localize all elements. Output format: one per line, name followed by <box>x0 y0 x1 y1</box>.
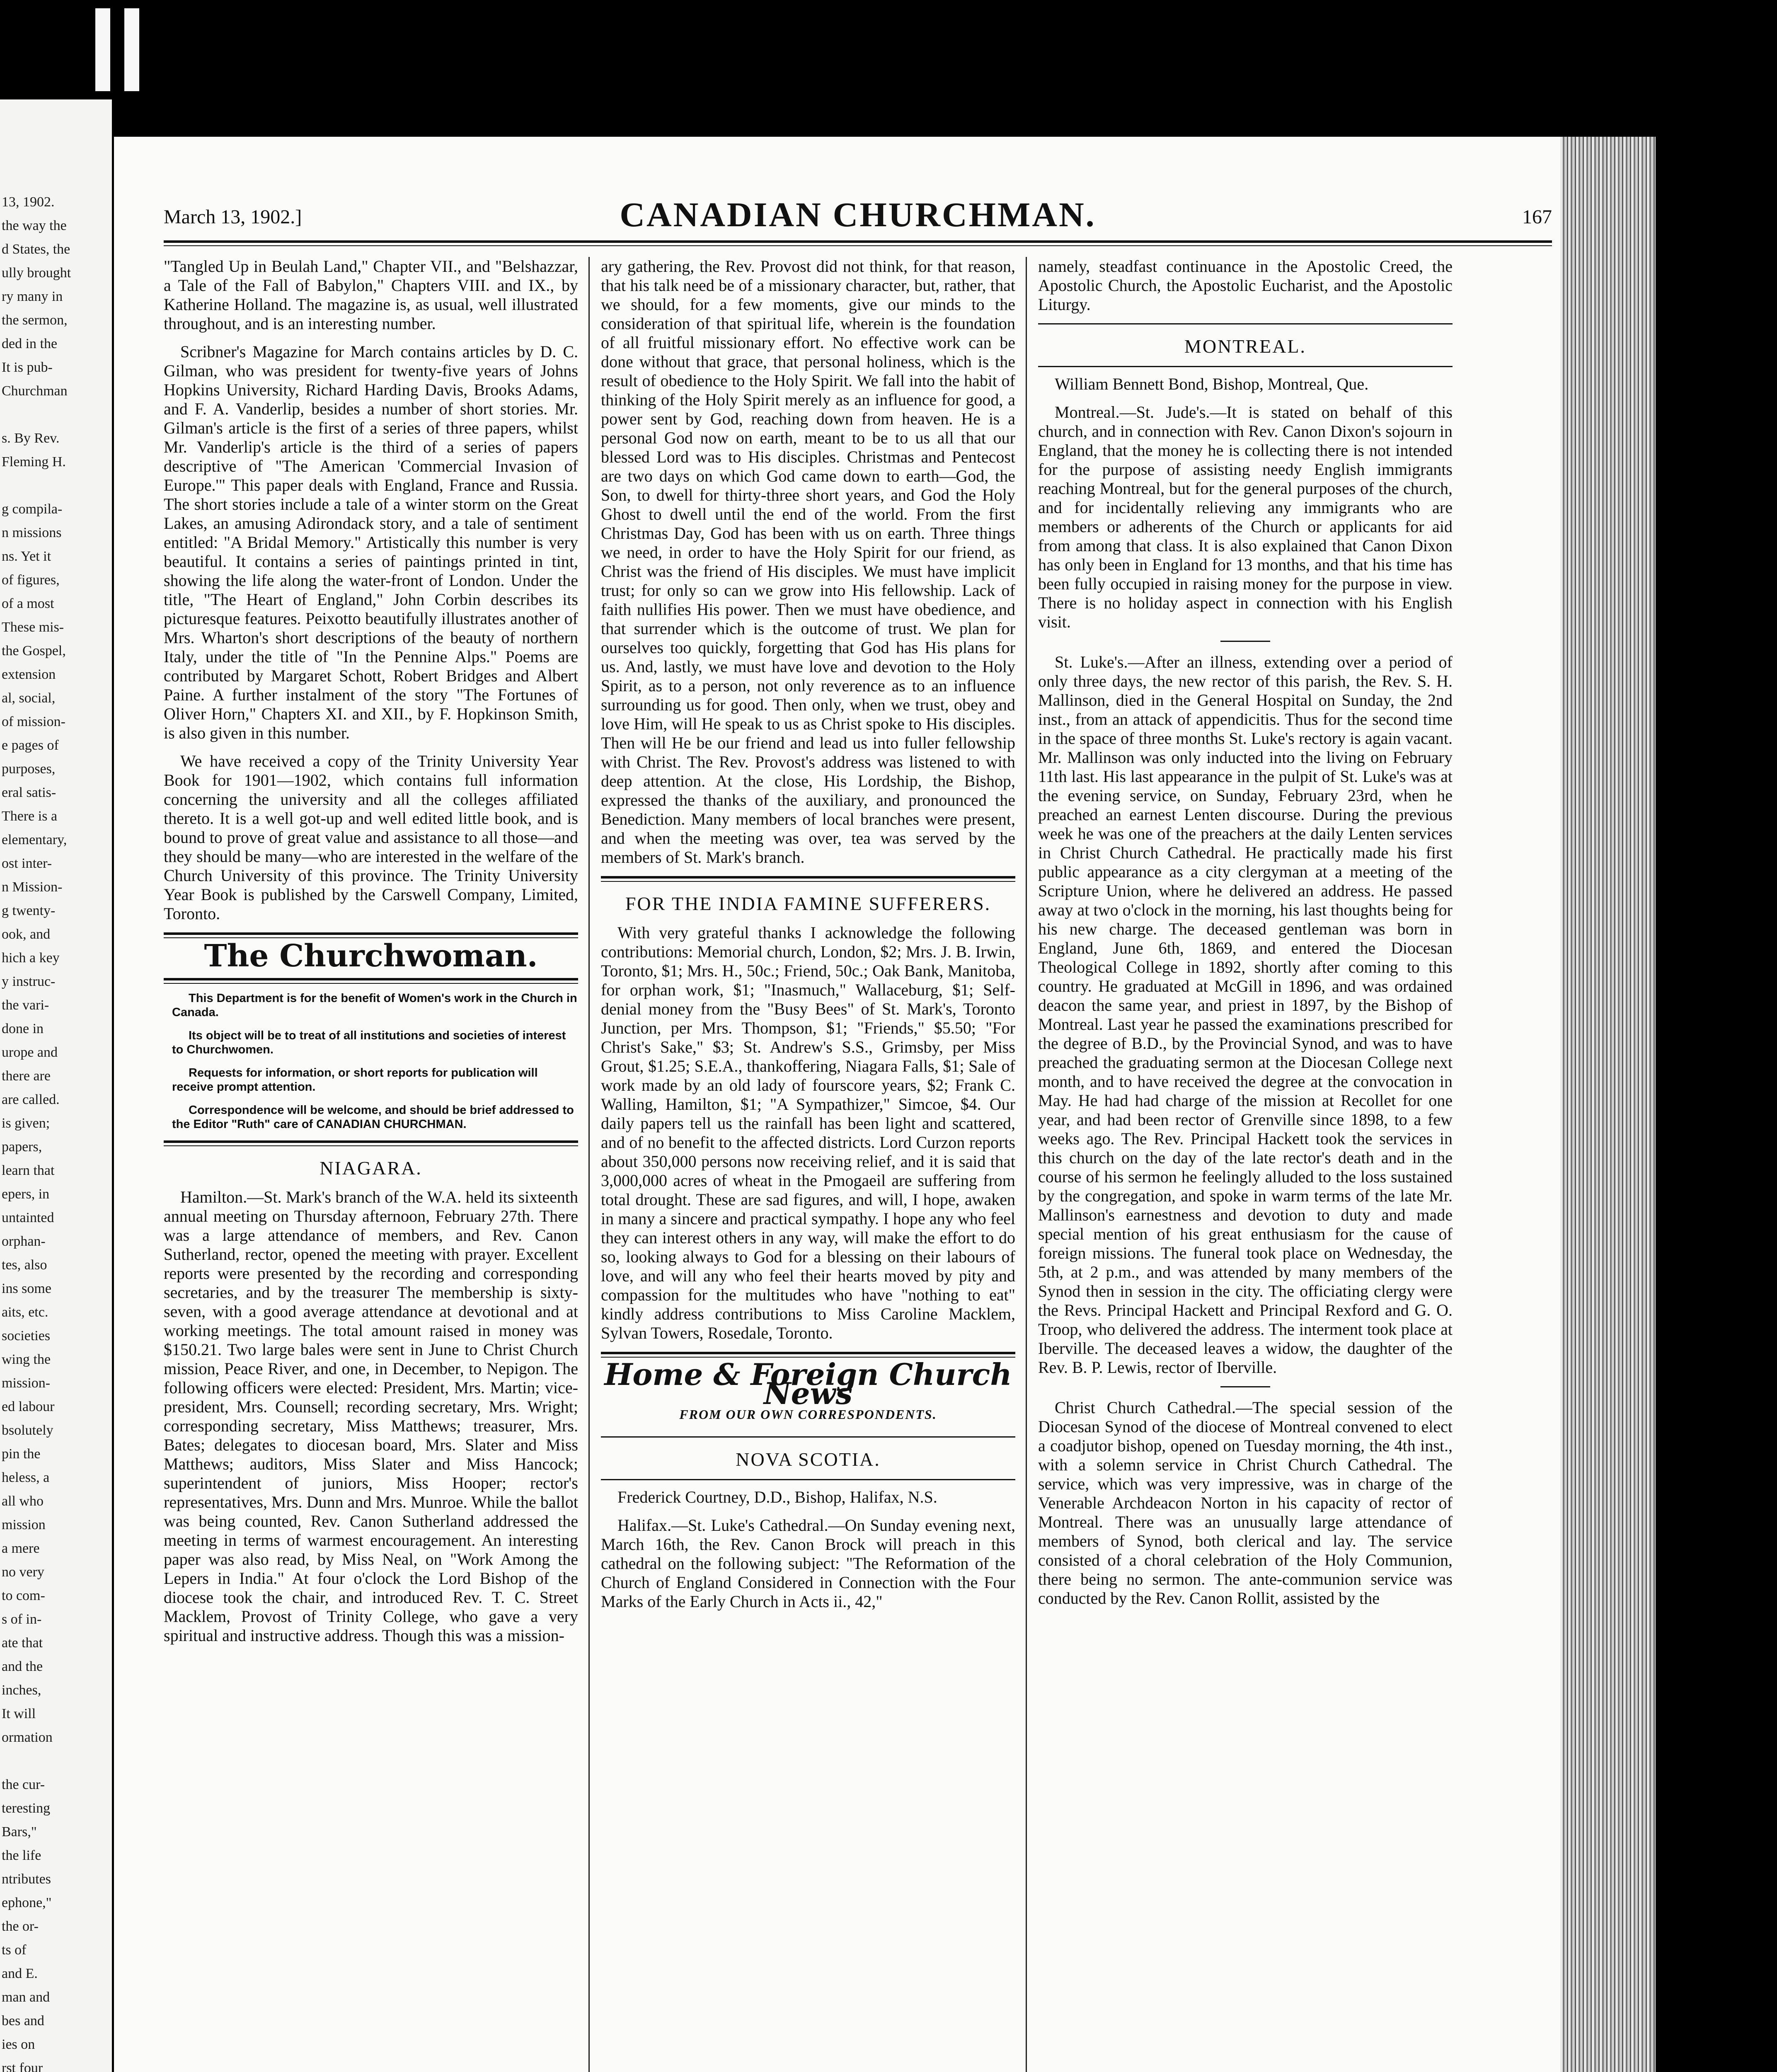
page-header <box>164 195 1552 232</box>
diocese-dateline: Frederick Courtney, D.D., Bishop, Halifax, N.S. <box>617 1488 937 1506</box>
left-page-line: ies on <box>2 2037 35 2052</box>
left-page-line: It is pub- <box>2 360 53 375</box>
left-page-line: purposes, <box>2 761 56 777</box>
left-page-line: orphan- <box>2 1234 46 1249</box>
left-page-line: ins some <box>2 1281 51 1296</box>
left-page-line: societies <box>2 1328 51 1343</box>
binding-bar-top-1 <box>95 8 110 91</box>
left-page-line: the life <box>2 1848 41 1863</box>
left-page-line: tes, also <box>2 1257 47 1273</box>
left-page-line: al, social, <box>2 690 56 706</box>
section-rule <box>164 978 578 984</box>
section-heading-nova-scotia: NOVA SCOTIA. <box>736 1449 881 1470</box>
section-rule <box>1038 366 1453 367</box>
left-page-line: Fleming H. <box>2 454 66 470</box>
left-page-line: g compila- <box>2 501 63 517</box>
left-page-line: there are <box>2 1068 51 1084</box>
left-page-line: a mere <box>2 1541 40 1556</box>
left-page-line: to com- <box>2 1588 45 1603</box>
section-heading-niagara: NIAGARA. <box>320 1157 422 1179</box>
left-page-line: g twenty- <box>2 903 56 918</box>
paragraph: With very grateful thanks I acknowledge the following contributions: Memorial church, London, $2; Mrs. J. B. Irwin, Toronto, $1; Mrs. H., 50c.; Friend, 50c.; Oak Bank, Manitoba, for orphan work, $1; "Inasmuch," Wallaceburg, $1; Self-denial money from the "Busy Bees" of St. Mark's, Toronto Junction, per Mrs. Thompson, $1; "Friends," $5.50; "For Christ's Sake," $3; St. Andrew's S.S., Grimsby, per Miss Grout, $1.25; S.E.A., thankoffering, Niagara Falls, $1; Sale of work made by an old lady of fourscore years, $2; Frank C. Walling, Hamilton, $1; "A Sympathizer," Simcoe, $4. Our daily papers tell us the rainfall has been light and scattered, and of no benefit to the affected districts. Lord Curzon reports about 350,000 persons now receiving relief, and it is said that 3,000,000 acres of wheat in the Pmogaeil are suffering from total drought. These are sad figures, and will, I hope, awaken in many a sincere and practical sympathy. I hope any who feel they can interest others in any way, will make the effort to do so, looking always to God for a blessing on their labours of love, and will any who feel their hearts moved by pity and compassion for the multitudes who have "nothing to eat" kindly address contributions to Miss Caroline Macklem, Sylvan Towers, Rosedale, Toronto. <box>601 923 1015 1342</box>
left-page-line: These mis- <box>2 620 64 635</box>
left-page-line: ntributes <box>2 1871 51 1887</box>
diocese-dateline: William Bennett Bond, Bishop, Montreal, Que. <box>1055 375 1369 393</box>
section-rule <box>164 932 578 938</box>
left-page-line: Churchman <box>2 383 68 399</box>
left-page-line: rst four <box>2 2060 43 2072</box>
left-page-line: bes and <box>2 2013 44 2028</box>
left-page-line: n missions <box>2 525 62 540</box>
paragraph: "Tangled Up in Beulah Land," Chapter VII., and "Belshazzar, a Tale of the Fall of Babylon," Chapters VIII. and IX., by Katherine Holland. The magazine is, as usual, well illustrated throughout, and is an interesting number. <box>164 257 578 333</box>
left-page-line: e pages of <box>2 738 59 753</box>
left-page-line: the sermon, <box>2 312 68 328</box>
left-page-line: heless, a <box>2 1470 50 1485</box>
left-page-line: ormation <box>2 1730 53 1745</box>
department-title: The Churchwoman. <box>204 938 538 974</box>
left-page-line: mission- <box>2 1375 51 1391</box>
left-page-line: d States, the <box>2 242 70 257</box>
left-page-line: the way the <box>2 218 67 233</box>
paragraph: Scribner's Magazine for March contains articles by D. C. Gilman, who was president for twenty-five years of Johns Hopkins University, Richard Harding Davis, Brooks Adams, and F. A. Vanderlip, besides a number of short stories. Mr. Gilman's article is the first of a series of three papers, whilst Mr. Vanderlip's article is the third of a series of papers descriptive of "The American 'Commercial Invasion of Europe.'" This paper deals with England, France and Russia. The short stories include a tale of a winter storm on the Great Lakes, an amusing Adirondack story, and a tale of sentiment entitled: "A Bridal Memory." Artistically this number is very beautiful. It contains a series of paintings printed in tint, showing the life along the water-front of London. Under the title, "The Heart of England," John Corbin describes its picturesque features. Peixotto beautifully illustrates another of Mrs. Wharton's short descriptions of the beauty of northern Italy, under the title of "In the Pennine Alps." Poems are contributed by Margaret Schott, Robert Bridges and Albert Paine. A further instalment of the story "The Fortunes of Oliver Horn," Chapters XI. and XII., by F. Hopkinson Smith, is also given in this number. <box>164 342 578 742</box>
left-page-line: ts of <box>2 1942 27 1958</box>
section-heading-montreal: MONTREAL. <box>1184 336 1307 357</box>
left-page-line: ed labour <box>2 1399 55 1414</box>
news-department-subtitle: FROM OUR OWN CORRESPONDENTS. <box>679 1407 937 1422</box>
department-notice: Its object will be to treat of all institutions and societies of interest to Churchwomen. <box>172 1029 566 1056</box>
paragraph: ary gathering, the Rev. Provost did not think, for that reason, that his talk need be of a missionary character, but, rather, that we should, for a few moments, give our minds to the consideration of that spiritual life, wherein is the foundation of all fruitful missionary effort. No effective work can be done without that grace, that personal holiness, which is the result of obedience to the Holy Spirit. We fall into the habit of thinking of the Holy Spirit merely as an influence for good, a power sent by God, reaching down from heaven. He is a personal God now on earth, meant to be to us all that our blessed Lord was to His disciples. Christmas and Pentecost are two days on which God came down to earth—God, the Son, to dwell for thirty-three short years, and God the Holy Ghost to dwell until the end of the world. From the first Christmas Day, God has been with us on earth. Three things we need, in order to have the Holy Spirit for our friend, as Christ was the friend of His disciples. We must have implicit trust; for only so can we grow into His fellowship. Lack of faith nullifies His power. Then we must have obedience, and that surrender which is the outcome of trust. We plan for ourselves too quickly, forgetting that God has His plans for us. And, lastly, we must have love and devotion to the Holy Spirit, as to a person, not only reverence as to an influence surrounding us for good. Then only, when we trust, obey and love Him, will He speak to us as Christ spoke to His disciples. Then will He be our friend and lead us into fuller fellowship with Christ. The Rev. Provost's address was listened to with deep attention. At the close, His Lordship, the Bishop, expressed the thanks of the auxiliary, and pronounced the Benediction. Many members of local branches were present, and when the meeting was over, tea was served by the members of St. Mark's branch. <box>601 257 1015 867</box>
left-page-line: untainted <box>2 1210 54 1225</box>
left-page-line: papers, <box>2 1139 42 1155</box>
left-page-line: the vari- <box>2 997 49 1013</box>
issue-date: March 13, 1902.] <box>164 206 302 228</box>
left-page-line: bsolutely <box>2 1423 53 1438</box>
newspaper-page <box>114 137 1560 2072</box>
left-facing-page <box>0 99 112 2072</box>
section-rule <box>601 876 1015 882</box>
department-notice: Requests for information, or short reports for publication will receive prompt attention. <box>172 1066 538 1094</box>
left-page-line: and E. <box>2 1966 38 1981</box>
left-page-line: mission <box>2 1517 46 1532</box>
left-page-line: hich a key <box>2 950 60 966</box>
left-page-line: Bars," <box>2 1824 37 1840</box>
short-rule <box>1220 1386 1270 1387</box>
paragraph: St. Luke's.—After an illness, extending over a period of only three days, the new rector of this parish, the Rev. S. H. Mallinson, died in the General Hospital on Sunday, the 2nd inst., from an attack of appendicitis. Thus for the second time in the space of three months St. Luke's rectory is again vacant. Mr. Mallinson was only inducted into the living on February 11th last. His last appearance in the pulpit of St. Luke's was at the evening service, on Sunday, February 23rd, when he preached an earnest Lenten discourse. During the previous week he was one of the preachers at the daily Lenten services in Christ Church Cathedral. He practically made his first public appearance as a city clergyman at a meeting of the Scripture Union, where he delivered an address. He passed away at two o'clock in the morning, his last thoughts being for his new charge. The deceased gentleman was born in England, June 6th, 1869, and entered the Diocesan Theological College in 1892, shortly after coming to this country. He graduated at McGill in 1896, and was ordained deacon the same year, and priest in 1897, by the Bishop of Montreal. Last year he passed the examinations prescribed for the degree of B.D., by the Provincial Synod, and was to have preached the graduating sermon at the Diocesan College next month, and to have received the degree at the convocation in May. He had had charge of the mission at Recollet for one year, and had been rector of Grenville since 1898, to a few weeks ago. The Rev. Principal Hackett took the services in this church on the day of the late rector's death and in the course of his sermon he feelingly alluded to the loss sustained by the congregation, and spoke in warm terms of the late Mr. Mallinson's earnestness and devotion to duty and made special mention of his great enthusiasm for the cause of foreign missions. The funeral took place on Wednesday, the 5th, at 2 p.m., and was attended by many members of the Synod then in session in the city. The officiating clergy were the Revs. Principal Hackett and Principal Rexford and G. O. Troop, who delivered the address. The interment took place at Iberville. The deceased leaves a widow, the daughter of the Rev. B. P. Lewis, rector of Iberville. <box>1038 653 1453 1377</box>
binding-bar-top-2 <box>124 8 139 91</box>
paragraph: Montreal.—St. Jude's.—It is stated on behalf of this church, and in connection with Rev. Canon Dixon's sojourn in England, that the money he is collecting there is not intended for the purpose of assisting needy English immigrants reaching Montreal, but for the general purposes of the church, and for incidentally relieving any immigrants who are members or adherents of the Church or applicants for aid from among that class. It is also explained that Canon Dixon has only been in England for 13 months, and that his time has been fully occupied in raising money for the purpose in view. There is no holiday aspect in connection with his English visit. <box>1038 403 1453 631</box>
paragraph: namely, steadfast continuance in the Apostolic Creed, the Apostolic Church, the Apostolic Eucharist, and the Apostolic Liturgy. <box>1038 257 1453 314</box>
masthead-title: CANADIAN CHURCHMAN. <box>620 196 1096 234</box>
left-page-line: of a most <box>2 596 54 611</box>
left-page-line: ully brought <box>2 265 71 281</box>
left-page-line: man and <box>2 1990 50 2005</box>
department-notice: This Department is for the benefit of Women's work in the Church in Canada. <box>172 992 577 1019</box>
left-page-line: of figures, <box>2 572 60 588</box>
left-page-line: all who <box>2 1493 44 1509</box>
paragraph: Halifax.—St. Luke's Cathedral.—On Sunday evening next, March 16th, the Rev. Canon Brock will preach in this cathedral on the following subject: "The Reformation of the Church of England Considered in Connection with the Four Marks of the Early Church in Acts ii., 42," <box>601 1516 1015 1611</box>
left-page-line: y instruc- <box>2 974 56 989</box>
news-department-title: Home & Foreign Church News <box>604 1357 1012 1411</box>
left-page-line: ded in the <box>2 336 58 351</box>
short-rule <box>1220 641 1270 642</box>
header-rule <box>164 240 1552 246</box>
left-page-line: ns. Yet it <box>2 549 51 564</box>
left-page-line: are called. <box>2 1092 60 1107</box>
paragraph: We have received a copy of the Trinity University Year Book for 1901—1902, which contains full information concerning the university and all the colleges affiliated thereto. It is a well got-up and well edited little book, and is bound to prove of great value and assistance to all those—and they should be many—who are interested in the welfare of the Church University of this province. The Trinity University Year Book is published by the Carswell Company, Limited, Toronto. <box>164 752 578 923</box>
left-page-line: elementary, <box>2 832 67 847</box>
section-rule <box>601 1479 1015 1480</box>
left-page-line: There is a <box>2 808 58 824</box>
column-1 <box>164 257 578 1654</box>
left-page-line: the cur- <box>2 1777 45 1792</box>
paragraph: Christ Church Cathedral.—The special session of the Diocesan Synod of the diocese of Montreal convened to elect a coadjutor bishop, opened on Tuesday morning, the 4th inst., with a solemn service in Christ Church Cathedral. The service, which was very impressive, was in charge of the Venerable Archdeacon Norton in his capacity of rector of Montreal. There was an unusually large attendance of members of Synod, both clerical and lay. The service consisted of a choral celebration of the Holy Communion, there being no sermon. The ante-communion service was conducted by the Rev. Canon Rollit, assisted by the <box>1038 1398 1453 1607</box>
left-page-line: of mission- <box>2 714 65 729</box>
left-page-line: s of in- <box>2 1612 42 1627</box>
page-number: 167 <box>1522 206 1552 228</box>
left-page-line: teresting <box>2 1801 51 1816</box>
left-page-line: done in <box>2 1021 44 1036</box>
left-page-line: ost inter- <box>2 856 52 871</box>
column-divider-1 <box>588 257 590 2072</box>
left-page-line: aits, etc. <box>2 1305 48 1320</box>
left-page-line: s. By Rev. <box>2 431 60 446</box>
left-page-line: learn that <box>2 1163 55 1178</box>
department-notice: Correspondence will be welcome, and should be brief addressed to the Editor "Ruth" care of CANADIAN CHURCHMAN. <box>172 1104 574 1131</box>
column-divider-2 <box>1026 257 1027 2072</box>
left-page-line: pin the <box>2 1446 41 1462</box>
left-page-line: ry many in <box>2 289 63 304</box>
left-page-line: urope and <box>2 1045 58 1060</box>
left-page-line: extension <box>2 667 56 682</box>
left-page-line: is given; <box>2 1116 50 1131</box>
column-2 <box>601 257 1015 1620</box>
page-edges <box>1560 137 1656 2072</box>
column-3 <box>1038 257 1453 1617</box>
left-page-line: eral satis- <box>2 785 56 800</box>
section-heading-famine: FOR THE INDIA FAMINE SUFFERERS. <box>625 893 991 914</box>
section-rule <box>1038 323 1453 324</box>
section-rule <box>601 1436 1015 1438</box>
left-page-line: It will <box>2 1706 36 1721</box>
left-page-line: n Mission- <box>2 879 63 895</box>
left-page-line: no very <box>2 1564 44 1580</box>
left-page-line: and the <box>2 1659 43 1674</box>
left-page-line: ate that <box>2 1635 43 1651</box>
left-page-line: wing the <box>2 1352 51 1367</box>
left-page-line: the Gospel, <box>2 643 66 658</box>
left-page-line: ook, and <box>2 927 51 942</box>
left-page-line: epers, in <box>2 1186 50 1202</box>
left-page-line: ephone," <box>2 1895 52 1910</box>
left-page-line: inches, <box>2 1682 41 1698</box>
paragraph: Hamilton.—St. Mark's branch of the W.A. held its sixteenth annual meeting on Thursday afternoon, February 27th. There was a large attendance of members, and Rev. Canon Sutherland, rector, opened the meeting with prayer. Excellent reports were presented by the recording and corresponding secretaries, and by the treasurer The membership is sixty-seven, with a good average attendance at devotional and at working meetings. The total amount raised in money was $150.21. Two large bales were sent in June to Christ Church mission, Peace River, and one, in December, to Nepigon. The following officers were elected: President, Mrs. Martin; vice-president, Mrs. Counsell; recording secretary, Mrs. Wright; corresponding secretary, Miss Matthews; treasurer, Mrs. Bates; delegates to diocesan board, Mrs. Slater and Miss Matthews; auditors, Miss Slater and Miss Hancock; superintendent of juniors, Miss Hooper; rector's representatives, Mrs. Dunn and Mrs. Munroe. While the ballot was being counted, Rev. Canon Sutherland addressed the meeting in terms of warmest encouragement. An interesting paper was also read, by Miss Neal, on "Work Among the Lepers in India." At four o'clock the Lord Bishop of the diocese took the chair, and introduced Rev. T. C. Street Macklem, Provost of Trinity College, who gave a very spiritual and instructive address. Though this was a mission- <box>164 1188 578 1645</box>
left-page-line: the or- <box>2 1919 39 1934</box>
left-page-line: 13, 1902. <box>2 194 55 210</box>
section-rule <box>164 1140 578 1146</box>
